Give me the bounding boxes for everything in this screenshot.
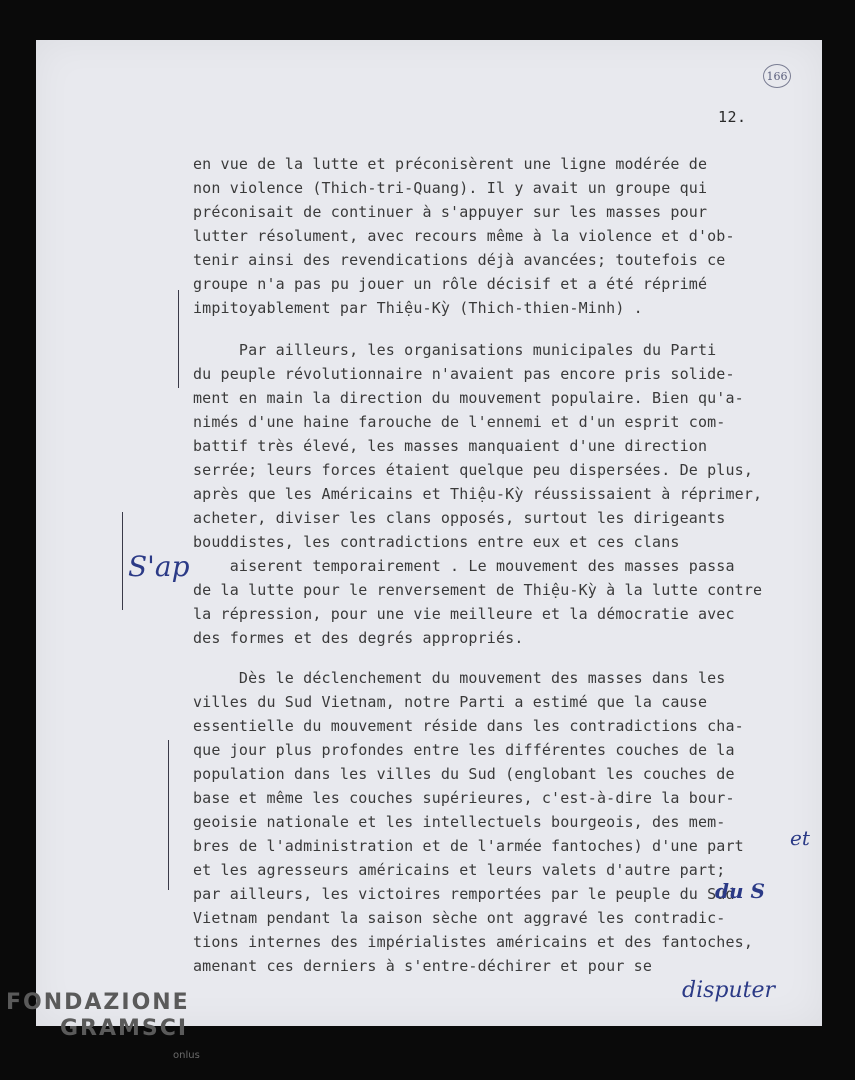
watermark-line: onlus — [173, 1050, 200, 1061]
handwritten-annotation-s-apaiser: S'ap — [128, 550, 190, 583]
text-line: la répression, pour une vie meilleure et la démocratie avec — [193, 605, 735, 623]
text-line: serrée; leurs forces étaient quelque peu dispersées. De plus, — [193, 461, 754, 479]
text-line: bouddistes, les contradictions entre eux et ces clans — [193, 533, 680, 551]
text-line: battif très élevé, les masses manquaient d'une direction — [193, 437, 708, 455]
text-line: préconisait de continuer à s'appuyer sur les masses pour — [193, 203, 708, 221]
archive-stamp: 166 — [763, 64, 791, 88]
text-line: acheter, diviser les clans opposés, surtout les dirigeants — [193, 509, 726, 527]
watermark-line: FONDAZIONE — [6, 990, 190, 1015]
text-line: Dès le déclenchement du mouvement des masses dans les — [193, 669, 726, 687]
text-line: population dans les villes du Sud (englobant les couches de — [193, 765, 735, 783]
text-line: Par ailleurs, les organisations municipales du Parti — [193, 341, 717, 359]
text-line: nimés d'une haine farouche de l'ennemi et d'un esprit com- — [193, 413, 726, 431]
paragraph-2 — [193, 338, 762, 650]
text-line: Vietnam pendant la saison sèche ont aggravé les contradic- — [193, 909, 726, 927]
text-line: des formes et des degrés appropriés. — [193, 629, 524, 647]
page-number: 12. — [718, 108, 747, 126]
fondazione-gramsci-watermark — [6, 990, 190, 1042]
handwritten-annotation-du-s: du S — [715, 879, 765, 903]
margin-line — [122, 512, 123, 610]
text-line: base et même les couches supérieures, c'est-à-dire la bour- — [193, 789, 735, 807]
text-line: groupe n'a pas pu jouer un rôle décisif et a été réprimé — [193, 275, 708, 293]
handwritten-annotation-disputer: disputer — [682, 978, 776, 1003]
text-line: non violence (Thich-tri-Quang). Il y avait un groupe qui — [193, 179, 708, 197]
watermark-line: GRAMSCI — [60, 1016, 189, 1041]
text-line: ment en main la direction du mouvement populaire. Bien qu'a- — [193, 389, 744, 407]
paragraph-3 — [193, 666, 753, 978]
text-line: villes du Sud Vietnam, notre Parti a estimé que la cause — [193, 693, 708, 711]
text-line: par ailleurs, les victoires remportées par le peuple du Sud — [193, 885, 735, 903]
text-line: amenant ces derniers à s'entre-déchirer et pour se — [193, 957, 653, 975]
text-line: essentielle du mouvement réside dans les contradictions cha- — [193, 717, 744, 735]
text-line: après que les Américains et Thiệu-Kỳ réussissaient à réprimer, — [193, 485, 763, 503]
text-line: bres de l'administration et de l'armée fantoches) d'une part — [193, 837, 744, 855]
margin-line — [178, 290, 179, 388]
text-line: du peuple révolutionnaire n'avaient pas encore pris solide- — [193, 365, 735, 383]
paragraph-1 — [193, 152, 735, 320]
text-line: et les agresseurs américains et leurs valets d'autre part; — [193, 861, 726, 879]
text-line: tenir ainsi des revendications déjà avancées; toutefois ce — [193, 251, 726, 269]
text-line: de la lutte pour le renversement de Thiệu-Kỳ à la lutte contre — [193, 581, 763, 599]
text-line: que jour plus profondes entre les différentes couches de la — [193, 741, 735, 759]
text-line: impitoyablement par Thiệu-Kỳ (Thich-thien-Minh) . — [193, 299, 643, 317]
text-line: aiserent temporairement . Le mouvement des masses passa — [193, 557, 735, 575]
text-line: en vue de la lutte et préconisèrent une ligne modérée de — [193, 155, 708, 173]
margin-line — [168, 740, 169, 890]
text-line: tions internes des impérialistes américains et des fantoches, — [193, 933, 754, 951]
handwritten-annotation-et: et — [790, 826, 810, 850]
text-line: lutter résolument, avec recours même à la violence et d'ob- — [193, 227, 735, 245]
text-line: geoisie nationale et les intellectuels bourgeois, des mem- — [193, 813, 726, 831]
